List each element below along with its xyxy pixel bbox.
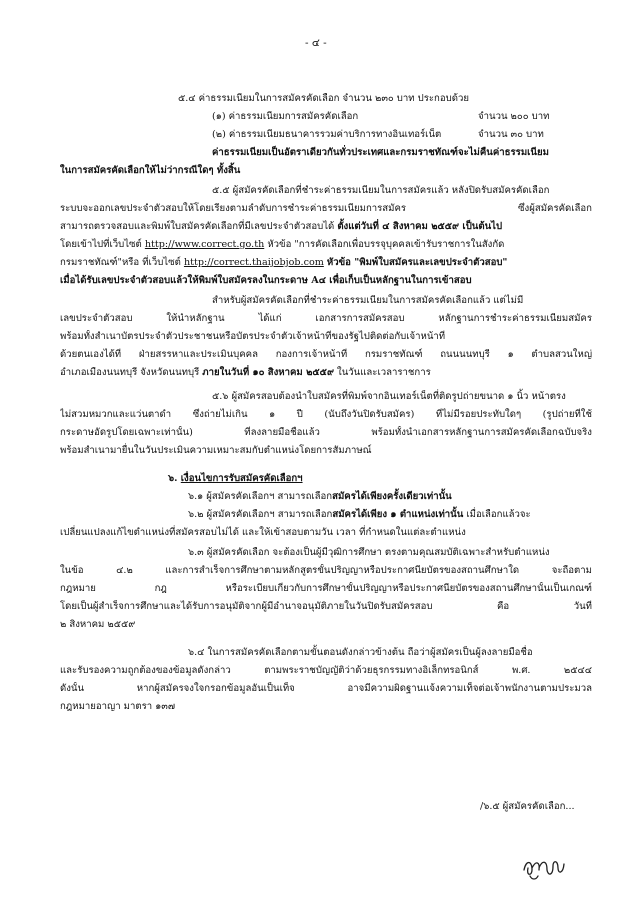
section-6-2: [188, 508, 531, 521]
correct-go-th-link[interactable]: http://www.correct.go.th: [144, 239, 265, 250]
section-5-5-line-11: [60, 366, 431, 379]
section-6-heading: [168, 472, 303, 485]
section-6-1-emphasis: สมัครได้เพียงครั้งเดียวเท่านั้น: [332, 491, 452, 502]
section-6-2-emphasis: สมัครได้เพียง ๑ ตำแหน่งเท่านั้น: [332, 509, 464, 520]
section-6-4-line-4: กฎหมายอาญา มาตรา ๑๓๗: [60, 701, 176, 712]
section-6-2-line-2: เปลี่ยนแปลงแก้ไขตำแหน่งที่สมัครสอบไม่ได้ และให้เข้าสอบตามวัน เวลา ที่กำหนดในแต่ละตำแหน่ง: [60, 527, 466, 538]
contact-deadline: ภายในวันที่ ๑๐ สิงหาคม ๒๕๕๙: [202, 367, 334, 378]
section-6-2-end: เมื่อเลือกแล้วจะ: [466, 509, 531, 520]
section-5-5-line-8: เลขประจำตัวสอบ ให้นำหลักฐาน ได้แก่ เอกสารการสมัครสอบ หลักฐานการชำระค่าธรรมเนียมสมัคร: [60, 313, 592, 324]
section-5-5-line-11-end: ในวันและเวลาราชการ: [337, 367, 431, 378]
fee-note-line-2: ในการสมัครคัดเลือกให้ไม่ว่ากรณีใดๆ ทั้งสิ้น: [60, 165, 241, 176]
section-5-5-line-5: [60, 256, 507, 269]
section-5-4-title: ๕.๔ ค่าธรรมเนียมในการสมัครคัดเลือก จำนวน ๒๓๐ บาท ประกอบด้วย: [178, 93, 469, 104]
section-6-3-line-1: ๖.๓ ผู้สมัครคัดเลือก จะต้องเป็นผู้มีวุฒิการศึกษา ตรงตามคุณสมบัติเฉพาะสำหรับตำแหน่ง: [188, 547, 550, 558]
fee-item-2-label: (๒) ค่าธรรมเนียมธนาคารรวมค่าบริการทางอินเทอร์เน็ต: [212, 129, 442, 140]
section-5-5-line-1: ๕.๕ ผู้สมัครคัดเลือกที่ชำระค่าธรรมเนียมในการสมัครแล้ว หลังปิดรับสมัครคัดเลือก: [212, 185, 550, 196]
signature-initials: [520, 848, 570, 882]
section-5-5-line-11-text: อำเภอเมืองนนทบุรี จังหวัดนนทบุรี: [60, 367, 200, 378]
thaijobjob-link[interactable]: http://correct.thaijobjob.com: [183, 257, 324, 268]
section-6-2-text: ๖.๒ ผู้สมัครคัดเลือกฯ สามารถเลือก: [188, 509, 333, 520]
fee-item-1-label: (๑) ค่าธรรมเนียมการสมัครคัดเลือก: [212, 111, 359, 122]
section-5-6-line-3: กระดาษอัดรูปโดยเฉพาะเท่านั้น) ที่ลงลายมือชื่อแล้ว พร้อมทั้งนำเอกสารหลักฐานการสมัครคัดเลือกฉบับจริง: [60, 427, 592, 438]
section-6-4-line-2: และรับรองความถูกต้องของข้อมูลดังกล่าว ตามพระราชบัญญัติว่าด้วยธุรกรรมทางอิเล็กทรอนิกส์ พ.ศ. ๒๕๔๔: [60, 665, 592, 676]
section-6-number: ๖.: [168, 473, 178, 484]
section-5-5-line-4: [60, 238, 504, 251]
section-6-title: เงื่อนไขการรับสมัครคัดเลือกฯ: [180, 473, 303, 484]
fee-item-2-amount: จำนวน ๓๐ บาท: [478, 129, 544, 140]
section-5-5-line-6: เมื่อได้รับเลขประจำตัวสอบแล้วให้พิมพ์ใบสมัครลงในกระดาษ A๔ เพื่อเก็บเป็นหลักฐานในการเข้าสอบ: [60, 275, 472, 286]
section-5-5-line-3-text: สามารถตรวจสอบและพิมพ์ใบสมัครคัดเลือกที่มีเลขประจำตัวสอบได้: [60, 221, 335, 232]
section-5-5-line-3: [60, 220, 502, 233]
fee-note-line-1: ค่าธรรมเนียมเป็นอัตราเดียวกันทั่วประเทศและกรมราชทัณฑ์จะไม่คืนค่าธรรมเนียม: [212, 147, 549, 158]
section-5-5-line-7: สำหรับผู้สมัครคัดเลือกที่ชำระค่าธรรมเนียมในการสมัครคัดเลือกแล้ว แต่ไม่มี: [212, 295, 524, 306]
section-6-3-line-4: โดยเป็นผู้สำเร็จการศึกษาและได้รับการอนุมัติจากผู้มีอำนาจอนุมัติภายในวันปิดรับสมัครสอบ คือ วันที่: [60, 601, 592, 612]
section-6-4-line-1: ๖.๔ ในการสมัครคัดเลือกตามขั้นตอนดังกล่าวข้างต้น ถือว่าผู้สมัครเป็นผู้ลงลายมือชื่อ: [188, 647, 533, 658]
section-6-1: [188, 490, 452, 503]
section-6-3-line-3: กฎหมาย กฎ หรือระเบียบเกี่ยวกับการศึกษาขั้นปริญญาหรือประกาศนียบัตรของสถานศึกษานั้นเป็นเกณฑ์: [60, 583, 592, 594]
section-6-3-line-2: ในข้อ ๔.๒ และการสำเร็จการศึกษาตามหลักสูตรขั้นปริญญาหรือประกาศนียบัตรของสถานศึกษาใด จะถือตาม: [60, 565, 592, 576]
section-6-1-text: ๖.๑ ผู้สมัครคัดเลือกฯ สามารถเลือก: [188, 491, 333, 502]
section-5-5-line-4-text: โดยเข้าไปที่เว็บไซต์: [60, 239, 142, 250]
section-5-5-line-10: ด้วยตนเองได้ที่ ฝ่ายสรรหาและประเมินบุคคล กองการเจ้าหน้าที่ กรมราชทัณฑ์ ถนนนนทบุรี ๑ ตำบลสวนใหญ่: [60, 349, 592, 360]
section-6-4-line-3: ดังนั้น หากผู้สมัครจงใจกรอกข้อมูลอันเป็นเท็จ อาจมีความผิดฐานแจ้งความเท็จต่อเจ้าพนักงานตามประมวล: [60, 683, 592, 694]
section-6-3-line-5: ๒ สิงหาคม ๒๕๕๙: [60, 619, 136, 630]
section-5-6-line-2: ไม่สวมหมวกและแว่นตาดำ ซึ่งถ่ายไม่เกิน ๑ ปี (นับถึงวันปิดรับสมัคร) ที่ไม่มีรอยประทับใดๆ (รูปถ่ายที่ใช้: [60, 409, 592, 420]
section-5-5-line-5-text: กรมราชทัณฑ์"หรือ ที่เว็บไซต์: [60, 257, 181, 268]
print-topic: หัวข้อ "พิมพ์ใบสมัครและเลขประจำตัวสอบ": [326, 257, 508, 268]
print-start-date: ตั้งแต่วันที่ ๔ สิงหาคม ๒๕๕๙ เป็นต้นไป: [337, 221, 503, 232]
continuation-note: /๖.๕ ผู้สมัครคัดเลือก...: [480, 801, 575, 812]
section-5-5-line-2: ระบบจะออกเลขประจำตัวสอบให้โดยเรียงตามลำดับการชำระค่าธรรมเนียมการสมัคร ซึ่งผู้สมัครคัดเลือก: [60, 203, 592, 214]
section-5-6-line-4: พร้อมสำเนามายื่นในวันประเมินความเหมาะสมกับตำแหน่งโดยการสัมภาษณ์: [60, 445, 372, 456]
section-5-6-line-1: ๕.๖ ผู้สมัครสอบต้องนำใบสมัครที่พิมพ์จากอินเทอร์เน็ตที่ติดรูปถ่ายขนาด ๑ นิ้ว หน้าตรง: [212, 391, 566, 402]
page-number: - ๔ -: [305, 37, 327, 49]
section-5-5-line-9: พร้อมทั้งสำเนาบัตรประจำตัวประชาชนหรือบัตรประจำตัวเจ้าหน้าที่ของรัฐไปติดต่อกับเจ้าหน้าที่: [60, 331, 446, 342]
section-5-5-line-4-topic: หัวข้อ "การคัดเลือกเพื่อบรรจุบุคคลเข้ารับราชการในสังกัด: [267, 239, 505, 250]
fee-item-1-amount: จำนวน ๒๐๐ บาท: [478, 111, 550, 122]
